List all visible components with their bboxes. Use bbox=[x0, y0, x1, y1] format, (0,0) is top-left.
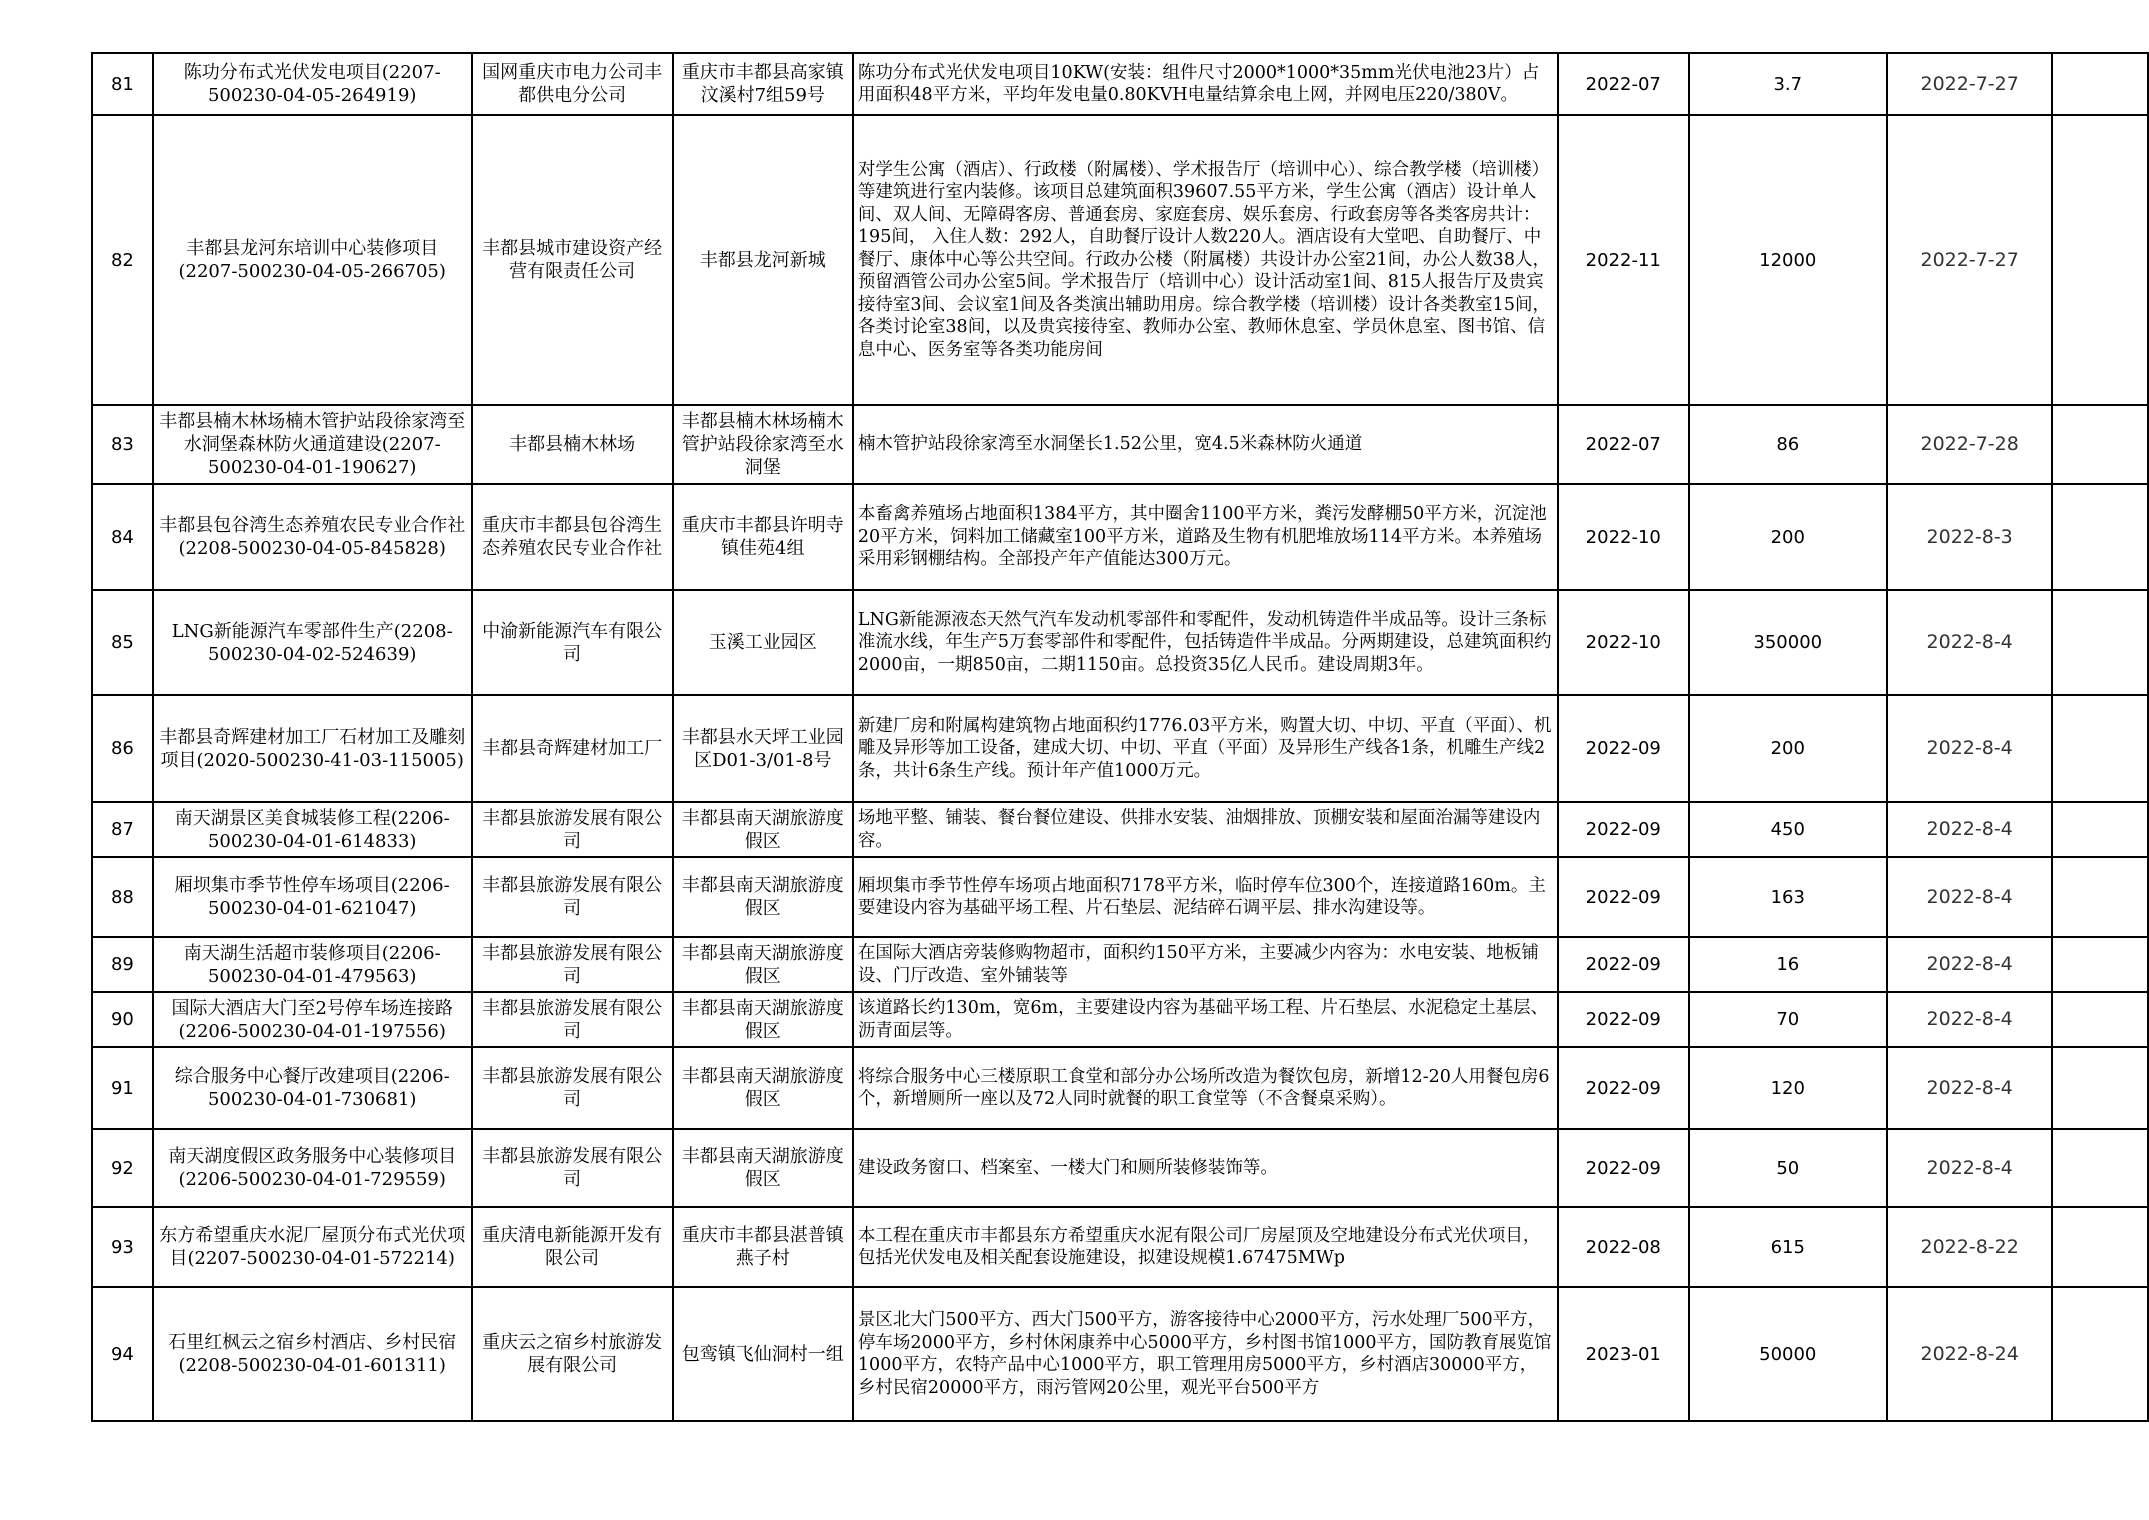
project-unit: 丰都县旅游发展有限公司 bbox=[472, 937, 673, 992]
project-location: 丰都县南天湖旅游度假区 bbox=[673, 937, 853, 992]
project-name: 国际大酒店大门至2号停车场连接路(2206-500230-04-01-197556) bbox=[153, 992, 472, 1047]
record-date: 2022-8-4 bbox=[1887, 937, 2052, 992]
investment-amount: 350000 bbox=[1689, 590, 1887, 695]
project-location: 丰都县南天湖旅游度假区 bbox=[673, 1129, 853, 1207]
project-content: LNG新能源液态天然气汽车发动机零部件和零配件，发动机铸造件半成品等。设计三条标准流水线，年生产5万套零部件和零配件，包括铸造件半成品。分两期建设，总建筑面积约2000亩，一期850亩，二期1150亩。总投资35亿人民币。建设周期3年。 bbox=[853, 590, 1558, 695]
start-date: 2022-10 bbox=[1558, 590, 1689, 695]
project-name: 南天湖景区美食城装修工程(2206-500230-04-01-614833) bbox=[153, 802, 472, 857]
project-name: 东方希望重庆水泥厂屋顶分布式光伏项目(2207-500230-04-01-572214) bbox=[153, 1207, 472, 1287]
remark bbox=[2052, 857, 2148, 937]
project-unit: 重庆云之宿乡村旅游发展有限公司 bbox=[472, 1287, 673, 1421]
table-row bbox=[92, 802, 2148, 857]
table-row bbox=[92, 53, 2148, 115]
record-date: 2022-8-4 bbox=[1887, 857, 2052, 937]
table-row bbox=[92, 484, 2148, 590]
start-date: 2022-08 bbox=[1558, 1207, 1689, 1287]
start-date: 2022-07 bbox=[1558, 405, 1689, 484]
remark bbox=[2052, 802, 2148, 857]
investment-amount: 86 bbox=[1689, 405, 1887, 484]
project-unit: 重庆清电新能源开发有限公司 bbox=[472, 1207, 673, 1287]
table-row bbox=[92, 115, 2148, 405]
row-number: 89 bbox=[92, 937, 153, 992]
project-content: 陈功分布式光伏发电项目10KW(安装：组件尺寸2000*1000*35mm光伏电池23片）占用面积48平方米，平均年发电量0.80KVH电量结算余电上网，并网电压220/380V。 bbox=[853, 53, 1558, 115]
project-name: LNG新能源汽车零部件生产(2208-500230-04-02-524639) bbox=[153, 590, 472, 695]
investment-amount: 200 bbox=[1689, 695, 1887, 802]
record-date: 2022-8-22 bbox=[1887, 1207, 2052, 1287]
row-number: 94 bbox=[92, 1287, 153, 1421]
project-unit: 国网重庆市电力公司丰都供电分公司 bbox=[472, 53, 673, 115]
project-location: 丰都县水天坪工业园区D01-3/01-8号 bbox=[673, 695, 853, 802]
row-number: 85 bbox=[92, 590, 153, 695]
table-row bbox=[92, 695, 2148, 802]
start-date: 2022-07 bbox=[1558, 53, 1689, 115]
start-date: 2022-09 bbox=[1558, 857, 1689, 937]
project-unit: 中渝新能源汽车有限公司 bbox=[472, 590, 673, 695]
record-date: 2022-8-4 bbox=[1887, 590, 2052, 695]
row-number: 93 bbox=[92, 1207, 153, 1287]
record-date: 2022-7-27 bbox=[1887, 53, 2052, 115]
record-date: 2022-8-4 bbox=[1887, 1047, 2052, 1129]
project-unit: 丰都县城市建设资产经营有限责任公司 bbox=[472, 115, 673, 405]
investment-amount: 200 bbox=[1689, 484, 1887, 590]
investment-amount: 3.7 bbox=[1689, 53, 1887, 115]
record-date: 2022-8-24 bbox=[1887, 1287, 2052, 1421]
project-location: 丰都县南天湖旅游度假区 bbox=[673, 992, 853, 1047]
project-location: 丰都县楠木林场楠木管护站段徐家湾至水洞堡 bbox=[673, 405, 853, 484]
remark bbox=[2052, 937, 2148, 992]
table-row bbox=[92, 1287, 2148, 1421]
project-unit: 丰都县旅游发展有限公司 bbox=[472, 992, 673, 1047]
project-name: 厢坝集市季节性停车场项目(2206-500230-04-01-621047) bbox=[153, 857, 472, 937]
remark bbox=[2052, 53, 2148, 115]
start-date: 2022-09 bbox=[1558, 992, 1689, 1047]
start-date: 2022-09 bbox=[1558, 1129, 1689, 1207]
start-date: 2022-09 bbox=[1558, 695, 1689, 802]
remark bbox=[2052, 115, 2148, 405]
project-unit: 重庆市丰都县包谷湾生态养殖农民专业合作社 bbox=[472, 484, 673, 590]
row-number: 91 bbox=[92, 1047, 153, 1129]
record-date: 2022-8-4 bbox=[1887, 802, 2052, 857]
investment-amount: 50000 bbox=[1689, 1287, 1887, 1421]
project-name: 丰都县包谷湾生态养殖农民专业合作社(2208-500230-04-05-845828) bbox=[153, 484, 472, 590]
row-number: 86 bbox=[92, 695, 153, 802]
start-date: 2022-09 bbox=[1558, 802, 1689, 857]
project-content: 景区北大门500平方、西大门500平方，游客接待中心2000平方，污水处理厂500平方，停车场2000平方，乡村休闲康养中心5000平方，乡村图书馆1000平方，国防教育展览馆1000平方，农特产品中心1000平方，职工管理用房5000平方，乡村酒店30000平方，乡村民宿20000平方，雨污管网20公里，观光平台500平方 bbox=[853, 1287, 1558, 1421]
remark bbox=[2052, 484, 2148, 590]
record-date: 2022-7-27 bbox=[1887, 115, 2052, 405]
project-content: 对学生公寓（酒店）、行政楼（附属楼）、学术报告厅（培训中心）、综合教学楼（培训楼）等建筑进行室内装修。该项目总建筑面积39607.55平方米，学生公寓（酒店）设计单人间、双人间、无障碍客房、普通套房、家庭套房、娱乐套房、行政套房等各类客房共计：195间， 入住人数：292人，自助餐厅设计人数220人。酒店设有大堂吧、自助餐厅、中餐厅、康体中心等公共空间。行政办公楼（附属楼）共设计办公室21间，办公人数38人，预留酒管公司办公室5间。学术报告厅（培训中心）设计活动室1间、815人报告厅及贵宾接待室3间、会议室1间及各类演出辅助用房。综合教学楼（培训楼）设计各类教室15间，各类讨论室38间，以及贵宾接待室、教师办公室、教师休息室、学员休息室、图书馆、信息中心、医务室等各类功能房间 bbox=[853, 115, 1558, 405]
remark bbox=[2052, 1129, 2148, 1207]
record-date: 2022-8-4 bbox=[1887, 695, 2052, 802]
row-number: 83 bbox=[92, 405, 153, 484]
start-date: 2022-10 bbox=[1558, 484, 1689, 590]
start-date: 2022-09 bbox=[1558, 937, 1689, 992]
project-content: 楠木管护站段徐家湾至水洞堡长1.52公里，宽4.5米森林防火通道 bbox=[853, 405, 1558, 484]
table-row bbox=[92, 1207, 2148, 1287]
project-location: 重庆市丰都县高家镇汶溪村7组59号 bbox=[673, 53, 853, 115]
project-name: 石里红枫云之宿乡村酒店、乡村民宿(2208-500230-04-01-601311) bbox=[153, 1287, 472, 1421]
remark bbox=[2052, 992, 2148, 1047]
table-row bbox=[92, 590, 2148, 695]
project-location: 丰都县龙河新城 bbox=[673, 115, 853, 405]
table-row bbox=[92, 405, 2148, 484]
project-content: 新建厂房和附属构建筑物占地面积约1776.03平方米，购置大切、中切、平直（平面）、机雕及异形等加工设备，建成大切、中切、平直（平面）及异形生产线各1条，机雕生产线2条，共计6条生产线。预计年产值1000万元。 bbox=[853, 695, 1558, 802]
project-content: 在国际大酒店旁装修购物超市，面积约150平方米，主要减少内容为：水电安装、地板铺设、门厅改造、室外铺装等 bbox=[853, 937, 1558, 992]
investment-amount: 615 bbox=[1689, 1207, 1887, 1287]
start-date: 2023-01 bbox=[1558, 1287, 1689, 1421]
record-date: 2022-7-28 bbox=[1887, 405, 2052, 484]
row-number: 87 bbox=[92, 802, 153, 857]
project-unit: 丰都县旅游发展有限公司 bbox=[472, 857, 673, 937]
row-number: 81 bbox=[92, 53, 153, 115]
record-date: 2022-8-4 bbox=[1887, 992, 2052, 1047]
project-name: 南天湖度假区政务服务中心装修项目(2206-500230-04-01-729559) bbox=[153, 1129, 472, 1207]
project-name: 综合服务中心餐厅改建项目(2206-500230-04-01-730681) bbox=[153, 1047, 472, 1129]
record-date: 2022-8-3 bbox=[1887, 484, 2052, 590]
project-name: 南天湖生活超市装修项目(2206-500230-04-01-479563) bbox=[153, 937, 472, 992]
project-location: 重庆市丰都县许明寺镇佳苑4组 bbox=[673, 484, 853, 590]
investment-amount: 50 bbox=[1689, 1129, 1887, 1207]
row-number: 84 bbox=[92, 484, 153, 590]
project-content: 将综合服务中心三楼原职工食堂和部分办公场所改造为餐饮包房，新增12-20人用餐包房6个，新增厕所一座以及72人同时就餐的职工食堂等（不含餐桌采购）。 bbox=[853, 1047, 1558, 1129]
project-name: 丰都县楠木林场楠木管护站段徐家湾至水洞堡森林防火通道建设(2207-500230-04-01-190627) bbox=[153, 405, 472, 484]
row-number: 88 bbox=[92, 857, 153, 937]
project-unit: 丰都县旅游发展有限公司 bbox=[472, 1047, 673, 1129]
remark bbox=[2052, 1047, 2148, 1129]
project-location: 丰都县南天湖旅游度假区 bbox=[673, 1047, 853, 1129]
row-number: 92 bbox=[92, 1129, 153, 1207]
remark bbox=[2052, 1207, 2148, 1287]
record-date: 2022-8-4 bbox=[1887, 1129, 2052, 1207]
table-row bbox=[92, 1047, 2148, 1129]
investment-amount: 12000 bbox=[1689, 115, 1887, 405]
project-content: 建设政务窗口、档案室、一楼大门和厕所装修装饰等。 bbox=[853, 1129, 1558, 1207]
project-name: 陈功分布式光伏发电项目(2207-500230-04-05-264919) bbox=[153, 53, 472, 115]
project-unit: 丰都县旅游发展有限公司 bbox=[472, 1129, 673, 1207]
start-date: 2022-11 bbox=[1558, 115, 1689, 405]
project-location: 丰都县南天湖旅游度假区 bbox=[673, 802, 853, 857]
table-row bbox=[92, 992, 2148, 1047]
remark bbox=[2052, 405, 2148, 484]
investment-amount: 163 bbox=[1689, 857, 1887, 937]
investment-amount: 16 bbox=[1689, 937, 1887, 992]
project-unit: 丰都县旅游发展有限公司 bbox=[472, 802, 673, 857]
table-row bbox=[92, 1129, 2148, 1207]
project-content: 场地平整、铺装、餐台餐位建设、供排水安装、油烟排放、顶棚安装和屋面治漏等建设内容。 bbox=[853, 802, 1558, 857]
investment-amount: 70 bbox=[1689, 992, 1887, 1047]
project-unit: 丰都县楠木林场 bbox=[472, 405, 673, 484]
row-number: 82 bbox=[92, 115, 153, 405]
project-location: 重庆市丰都县湛普镇燕子村 bbox=[673, 1207, 853, 1287]
remark bbox=[2052, 1287, 2148, 1421]
project-content: 本畜禽养殖场占地面积1384平方，其中圈舍1100平方米，粪污发酵棚50平方米，沉淀池20平方米，饲料加工储藏室100平方米，道路及生物有机肥堆放场114平方米。本养殖场采用彩钢棚结构。全部投产年产值能达300万元。 bbox=[853, 484, 1558, 590]
project-record-table bbox=[91, 52, 2149, 1422]
project-content: 厢坝集市季节性停车场项占地面积7178平方米，临时停车位300个，连接道路160m。主要建设内容为基础平场工程、片石垫层、泥结碎石调平层、排水沟建设等。 bbox=[853, 857, 1558, 937]
investment-amount: 450 bbox=[1689, 802, 1887, 857]
table-row bbox=[92, 937, 2148, 992]
investment-amount: 120 bbox=[1689, 1047, 1887, 1129]
project-name: 丰都县奇辉建材加工厂石材加工及雕刻项目(2020-500230-41-03-115005) bbox=[153, 695, 472, 802]
project-location: 玉溪工业园区 bbox=[673, 590, 853, 695]
project-unit: 丰都县奇辉建材加工厂 bbox=[472, 695, 673, 802]
project-name: 丰都县龙河东培训中心装修项目(2207-500230-04-05-266705) bbox=[153, 115, 472, 405]
project-content: 该道路长约130m，宽6m，主要建设内容为基础平场工程、片石垫层、水泥稳定土基层、沥青面层等。 bbox=[853, 992, 1558, 1047]
project-location: 包鸾镇飞仙洞村一组 bbox=[673, 1287, 853, 1421]
project-location: 丰都县南天湖旅游度假区 bbox=[673, 857, 853, 937]
project-content: 本工程在重庆市丰都县东方希望重庆水泥有限公司厂房屋顶及空地建设分布式光伏项目，包括光伏发电及相关配套设施建设，拟建设规模1.67475MWp bbox=[853, 1207, 1558, 1287]
remark bbox=[2052, 695, 2148, 802]
table-row bbox=[92, 857, 2148, 937]
remark bbox=[2052, 590, 2148, 695]
row-number: 90 bbox=[92, 992, 153, 1047]
start-date: 2022-09 bbox=[1558, 1047, 1689, 1129]
